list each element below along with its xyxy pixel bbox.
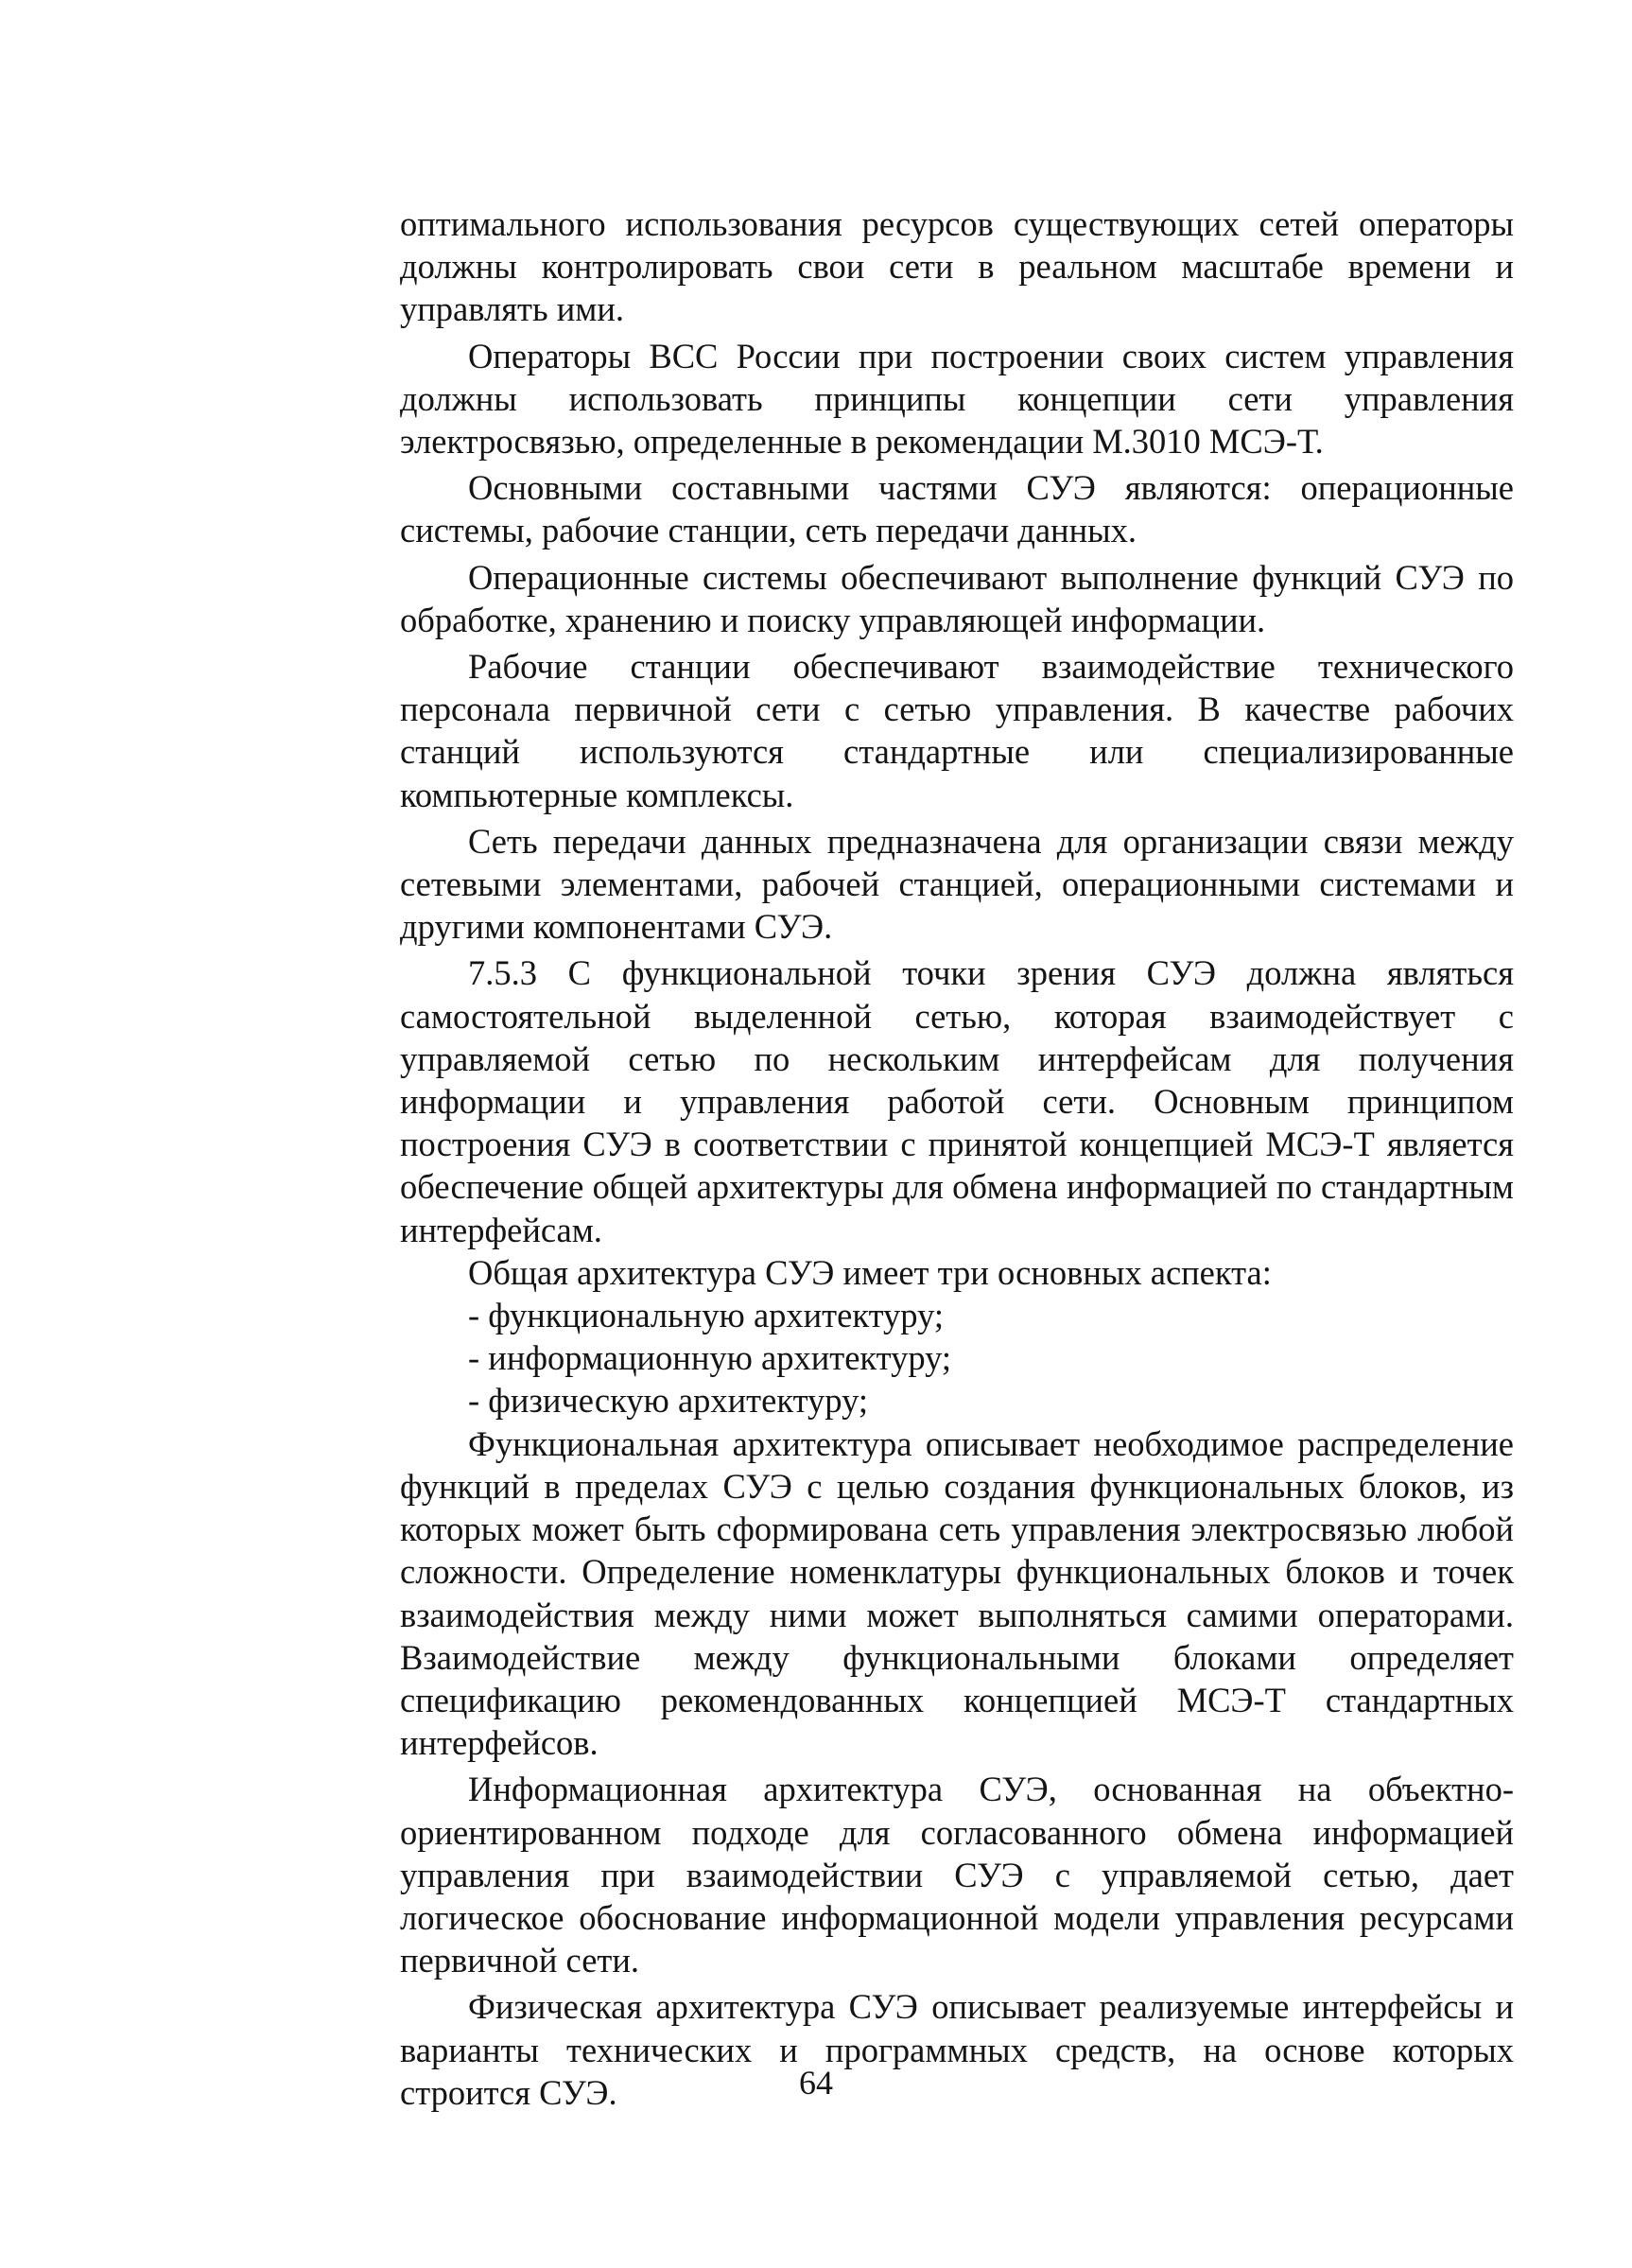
paragraph-physical-architecture: Физическая архитектура СУЭ описывает реализуемые интерфейсы и варианты технических и программных средств, на основе которых строится СУЭ. <box>400 1987 1514 2112</box>
paragraph-workstations: Рабочие станции обеспечивают взаимодействие технического персонала первичной сети с сетью управления. В качестве рабочих станций используются стандартные или специализированные компьютерные комплексы. <box>400 647 1514 814</box>
paragraph-section-7-5-3: 7.5.3 С функциональной точки зрения СУЭ должна являться самостоятельной выделенной сетью, которая взаимодействует с управляемой сетью по нескольким интерфейсам для получения информации и управления работой сети. Основным принципом построения СУЭ в соответствии с принятой концепцией МСЭ-Т является обеспечение общей архитектуры для обмена информацией по стандартным интерфейсам. <box>400 953 1514 1249</box>
paragraph-continuation: оптимального использования ресурсов существующих сетей операторы должны контролировать свои сети в реальном масштабе времени и управлять ими. <box>400 204 1514 329</box>
paragraph-operators: Операторы ВСС России при построении своих систем управления должны использовать принципы концепции сети управления электросвязью, определенные в рекомендации М.3010 МСЭ-Т. <box>400 336 1514 462</box>
list-item-informational: - информационную архитектуру; <box>468 1338 952 1378</box>
page-number: 64 <box>799 2064 833 2102</box>
list-item-functional: - функциональную архитектуру; <box>468 1296 944 1335</box>
paragraph-functional-architecture: Функциональная архитектура описывает необходимое распределение функций в пределах СУЭ с целью создания функциональных блоков, из которых может быть сформирована сеть управления электросвязью любой сложности. Определение номенклатуры функциональных блоков и точек взаимодействия между ними может выполняться самими операторами. Взаимодействие между функциональными блоками определяет спецификацию рекомендованных концепцией МСЭ-Т стандартных интерфейсов. <box>400 1423 1514 1763</box>
body-text <box>400 202 1514 2114</box>
paragraph-components: Основными составными частями СУЭ являются: операционные системы, рабочие станции, сеть передачи данных. <box>400 468 1514 550</box>
paragraph-operational-systems: Операционные системы обеспечивают выполнение функций СУЭ по обработке, хранению и поиску управляющей информации. <box>400 557 1514 639</box>
paragraph-informational-architecture: Информационная архитектура СУЭ, основанная на объектно-ориентированном подходе для согласованного обмена информацией управления при взаимодействии СУЭ с управляемой сетью, дает логическое обоснование информационной модели управления ресурсами первичной сети. <box>400 1770 1514 1980</box>
paragraph-architecture-aspects: Общая архитектура СУЭ имеет три основных аспекта: <box>468 1252 1272 1292</box>
list-item-physical: - физическую архитектуру; <box>468 1381 868 1421</box>
paragraph-data-network: Сеть передачи данных предназначена для организации связи между сетевыми элементами, рабочей станцией, операционными системами и другими компонентами СУЭ. <box>400 821 1514 947</box>
